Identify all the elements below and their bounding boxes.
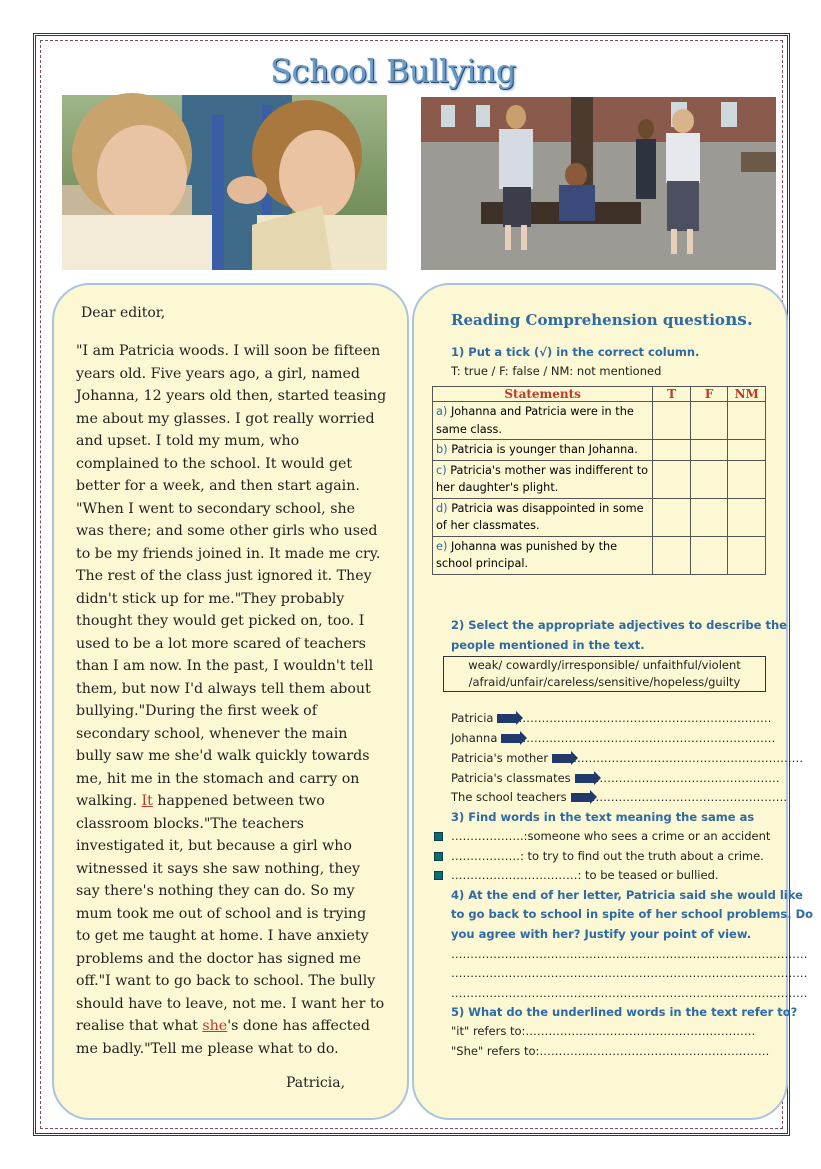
adjectives-line: weak/ cowardly/irresponsible/ unfaithful/violent [468,658,741,672]
answer-blank: ………………………………………… [595,771,780,785]
letter-line: The rest of the class just ignored it. They [76,568,372,584]
table-row [433,536,766,574]
statement-letter: a) [436,405,448,418]
not-mentioned-cell[interactable] [728,402,766,440]
q4-line: you agree with her? Justify your point of view. [451,927,752,941]
not-mentioned-cell[interactable] [728,460,766,498]
answer-blank: ………………………………………………………… [518,711,772,725]
table-row [433,440,766,461]
letter-line: was there; and some other girls who used [76,523,378,539]
statement-text: Johanna and Patricia were in the same class. [436,405,634,436]
person-row-patricia[interactable] [451,709,771,728]
true-cell[interactable] [653,460,691,498]
letter-line: used to be a lot more scared of teachers [76,635,366,652]
letter-line: "I am Patricia woods. I will soon be fifteen [76,343,381,359]
letter-line: to get me taught at home. I have anxiety [76,928,369,944]
q4-line: to go back to school in spite of her school problems. Do [451,907,814,921]
letter-line: say there's nothing they can do. So my [76,883,355,899]
letter-line: Johanna, 12 years old then, started teasing [76,388,387,404]
letter-line: them, but now I'd always tell them about [76,680,371,697]
letter-line: didn't stick up for me."They probably [76,590,345,607]
letter-line: complained to the school. It would get [76,455,353,472]
letter-line: bullying."During the first week of [76,703,317,719]
person-label: Patricia's classmates [451,771,571,785]
questions-heading [451,310,753,330]
q3-item[interactable]: ……………….:someone who sees a crime or an accident [451,829,771,843]
false-cell[interactable] [690,460,728,498]
letter-line: me badly."Tell me please what to do. [76,1040,339,1057]
q1-title: 1) Put a tick (√) in the correct column. [451,345,700,359]
letter-line: bully saw me she'd walk quickly towards [76,748,370,764]
arrow-icon [552,754,572,763]
q4-line: 4) At the end of her letter, Patricia said she would like [451,888,803,902]
statement-cell [433,440,653,461]
letter-line: than I am now. In the past, I wouldn't tell [76,658,374,674]
true-cell[interactable] [653,498,691,536]
letter-line: "When I went to secondary school, she [76,500,356,517]
photo-playground-bullying [421,97,776,270]
questions-heading-tail: ns. [724,310,753,330]
questions-heading-main: Reading Comprehension questio [451,311,725,329]
underlined-it: It [141,793,153,809]
table-row [433,460,766,498]
statement-text: Johanna was punished by the school principal. [436,539,618,570]
not-mentioned-cell[interactable] [728,536,766,574]
false-cell[interactable] [690,498,728,536]
letter-line: me, hit me in the stomach and carry on [76,770,360,787]
false-cell[interactable] [690,402,728,440]
answer-blank: …………………………………………………… [573,751,804,765]
person-label: The school teachers [451,790,567,804]
letter-line: mum took me out of school and is trying [76,905,367,922]
statements-table [432,386,766,575]
q3-item[interactable]: ……………………………: to be teased or bullied. [451,868,719,882]
letter-line: problems and the doctor has signed me [76,950,361,967]
letter-body [76,340,386,1060]
letter-line: should have to leave, not me. I want her to [76,995,385,1012]
letter-text: happened between two [152,793,325,809]
q5-title: 5) What do the underlined words in the text refer to? [451,1005,798,1019]
arrow-icon [575,774,595,783]
table-row [433,498,766,536]
letter-line: investigated it, but because a girl who [76,838,352,854]
true-cell[interactable] [653,536,691,574]
letter-text: realise that what [76,1018,203,1034]
letter-line [76,790,386,813]
bullet-icon [434,871,443,880]
person-row-johanna[interactable] [451,729,775,748]
letter-line: to be my friends joined in. It made me cry. [76,545,381,562]
statement-text: Patricia is younger than Johanna. [451,443,638,456]
q4-answer-line[interactable]: ………………………………………………………………………………… [451,947,808,961]
letter-line: witnessed it says she saw nothing, they [76,860,361,877]
statement-cell [433,498,653,536]
statements-header: Statements [433,387,653,402]
photo-girls-whispering [62,95,387,270]
arrow-icon [571,793,591,802]
bullet-icon [434,832,443,841]
true-cell[interactable] [653,440,691,461]
arrow-icon [501,734,521,743]
letter-salutation: Dear editor, [81,305,166,321]
statement-letter: b) [436,443,448,456]
false-cell[interactable] [690,536,728,574]
person-label: Patricia's mother [451,751,549,765]
letter-line: and upset. I told my mum, who [76,433,300,449]
q1-legend: T: true / F: false / NM: not mentioned [451,364,662,378]
letter-line: classroom blocks."The teachers [76,815,304,832]
answer-blank: …………………………………………… [591,790,788,804]
q4-answer-line[interactable]: ………………………………………………………………………………… [451,986,808,1000]
statement-letter: d) [436,501,448,515]
person-row-classmates[interactable] [451,769,780,788]
statement-cell [433,536,653,574]
person-row-mother[interactable] [451,749,803,768]
statement-cell [433,402,653,440]
statement-letter: e) [436,539,448,553]
bullet-icon [434,852,443,861]
answer-blank: ………………………………………………………… [522,731,776,745]
q5-it-ref[interactable]: "it" refers to:…………………………………………………… [451,1024,756,1038]
false-header: F [690,387,728,402]
statement-text: Patricia's mother was indifferent to her daughter's plight. [436,463,649,494]
not-mentioned-header: NM [728,387,766,402]
q3-item[interactable]: ………………: to try to find out the truth about a crime. [451,849,764,863]
true-cell[interactable] [653,402,691,440]
letter-line: secondary school, whenever the main [76,725,348,742]
table-row [433,402,766,440]
arrow-icon [497,714,517,723]
statement-cell [433,460,653,498]
q2-title-line2: people mentioned in the text. [451,638,645,652]
adjectives-line: /afraid/unfair/careless/sensitive/hopeless/guilty [468,675,741,689]
person-row-teachers[interactable] [451,788,787,807]
q5-she-ref[interactable]: "She" refers to:…………………………………………………… [451,1044,770,1058]
letter-line: thought they would get picked on, too. I [76,613,365,629]
letter-line: better for a week, and then start again. [76,478,360,494]
true-header: T [653,387,691,402]
q2-title-line1: 2) Select the appropriate adjectives to describe the [451,618,787,632]
person-label: Johanna [451,731,498,745]
table-header-row [433,387,766,402]
not-mentioned-cell[interactable] [728,440,766,461]
letter-text: walking. [76,793,142,809]
letter-line: off."I want to go back to school. The bully [76,973,376,989]
q3-title: 3) Find words in the text meaning the same as [451,810,755,824]
person-label: Patricia [451,711,494,725]
page-title: School Bullying [270,52,516,90]
statement-text: Patricia was disappointed in some of her classmates. [436,501,644,532]
adjectives-box [443,656,766,692]
q4-answer-line[interactable]: ………………………………………………………………………………… [451,966,808,980]
letter-line: years old. Five years ago, a girl, named [76,365,360,382]
letter-line: me about my glasses. I got really worried [76,410,375,427]
underlined-she: she [202,1018,228,1034]
statement-letter: c) [436,463,447,477]
false-cell[interactable] [690,440,728,461]
not-mentioned-cell[interactable] [728,498,766,536]
letter-text: 's done has affected [227,1018,370,1034]
letter-line [76,1015,386,1038]
letter-signature: Patricia, [286,1075,346,1091]
